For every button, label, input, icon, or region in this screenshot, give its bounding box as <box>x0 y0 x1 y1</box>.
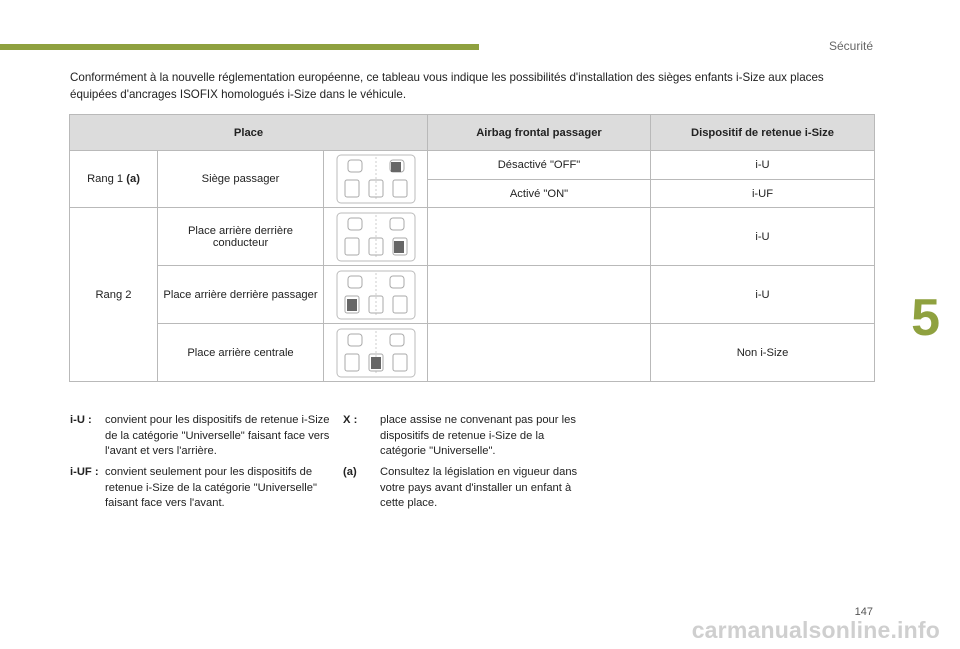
seat-diagram-rear-driver <box>334 211 418 263</box>
legend-item-iuf <box>70 465 330 513</box>
rang1-note: (a) <box>126 173 140 185</box>
rang2-value-passenger: i-U <box>651 266 875 324</box>
watermark: carmanualsonline.info <box>691 617 940 643</box>
rang2-airbag-empty <box>428 266 651 324</box>
header-accent-bar <box>0 44 479 50</box>
rang1-label: Rang 1 <box>87 173 124 185</box>
seat-diagram-cell <box>324 151 428 208</box>
rang2-place-passenger: Place arrière derrière passager <box>158 266 324 324</box>
seat-diagram-rear-passenger <box>334 269 418 321</box>
chapter-number: 5 <box>911 289 940 347</box>
table-row <box>70 208 875 266</box>
rang2-value-driver: i-U <box>651 208 875 266</box>
seat-diagram-cell <box>324 324 428 382</box>
rang1-airbag-off: Désactivé "OFF" <box>428 151 651 180</box>
rang2-label: Rang 2 <box>70 208 158 382</box>
isize-table <box>69 114 875 382</box>
seat-diagram-cell <box>324 266 428 324</box>
rang2-place-center: Place arrière centrale <box>158 324 324 382</box>
page-number: 147 <box>854 606 873 618</box>
legend-term: (a) <box>343 466 357 478</box>
legend-item-iu <box>70 413 330 461</box>
seat-diagram-cell <box>324 208 428 266</box>
rang1-value-off: i-U <box>651 151 875 180</box>
legend-desc: convient seulement pour les dispositifs de retenue i-Size de la catégorie "Universelle" faisant face vers l'avant. <box>105 466 317 509</box>
legend-desc: convient pour les dispositifs de retenue i-Size de la catégorie "Universelle" faisant face vers l'avant et vers l'arrière. <box>105 414 330 457</box>
table-row <box>70 266 875 324</box>
legend-item-x <box>343 413 603 461</box>
legend-desc: place assise ne convenant pas pour les dispositifs de retenue i-Size de la catégorie "Universelle". <box>380 414 576 457</box>
rang2-airbag-empty <box>428 208 651 266</box>
header-airbag: Airbag frontal passager <box>428 115 651 151</box>
seat-diagram-passenger-front <box>334 153 418 205</box>
header-place: Place <box>70 115 428 151</box>
rang2-airbag-empty <box>428 324 651 382</box>
header-dispositif: Dispositif de retenue i-Size <box>651 115 875 151</box>
table-row <box>70 324 875 382</box>
rang1-value-on: i-UF <box>651 180 875 208</box>
legend-term: X : <box>343 414 358 426</box>
rang1-place: Siège passager <box>158 151 324 208</box>
table-header-row <box>70 115 875 151</box>
legend-item-a <box>343 465 603 513</box>
intro-paragraph: Conformément à la nouvelle réglementation européenne, ce tableau vous indique les possibilités d'installation des sièges enfants i-Size aux places équipées d'ancrages ISOFIX homologués i-Size dans le véhicule. <box>70 71 824 101</box>
legend-term: i-UF : <box>70 466 99 478</box>
seat-diagram-rear-center <box>334 327 418 379</box>
rang1-label-cell <box>70 151 158 208</box>
rang2-place-driver: Place arrière derrière conducteur <box>158 208 324 266</box>
section-title: Sécurité <box>828 39 873 53</box>
rang2-value-center: Non i-Size <box>651 324 875 382</box>
rang1-airbag-on: Activé "ON" <box>428 180 651 208</box>
table-row <box>70 151 875 180</box>
legend-term: i-U : <box>70 414 92 426</box>
legend-desc: Consultez la législation en vigueur dans votre pays avant d'installer un enfant à cette place. <box>380 466 578 509</box>
